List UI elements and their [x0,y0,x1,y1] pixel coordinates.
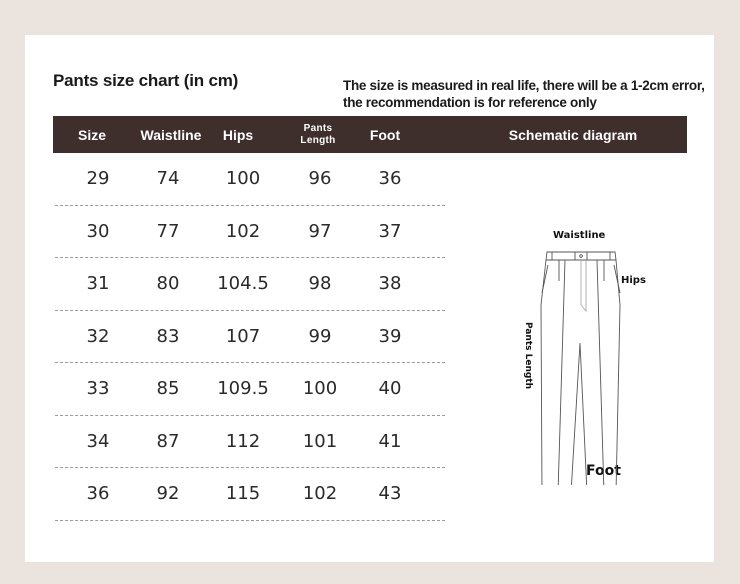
table-row [55,363,445,416]
cell-pants-length: 100 [302,378,338,400]
cell-waistline: 85 [156,378,180,400]
cell-waistline: 74 [156,168,180,190]
pants-length-label: Pants Length [523,322,533,390]
cell-size: 31 [86,273,110,295]
cell-size: 30 [86,220,110,242]
cell-pants-length: 102 [302,483,338,505]
cell-waistline: 92 [156,483,180,505]
waistline-label: Waistline [553,230,606,241]
hips-label: Hips [621,275,646,286]
cell-pants-length: 99 [308,325,332,347]
table-row [55,416,445,469]
cell-waistline: 80 [156,273,180,295]
table-row [55,311,445,364]
cell-foot: 43 [378,483,402,505]
header-waistline: Waistline [140,126,202,143]
cell-hips: 102 [225,220,261,242]
cell-waistline: 83 [156,325,180,347]
cell-pants-length: 98 [308,273,332,295]
header-foot: Foot [369,126,401,143]
cell-pants-length: 97 [308,220,332,242]
header-hips: Hips [222,126,254,143]
table-row [55,206,445,259]
size-chart-card [25,35,714,562]
cell-size: 33 [86,378,110,400]
cell-hips: 100 [225,168,261,190]
foot-label: Foot [586,463,621,479]
cell-hips: 115 [225,483,261,505]
header-schematic-diagram: Schematic diagram [508,126,638,143]
cell-hips: 107 [225,325,261,347]
cell-waistline: 87 [156,430,180,452]
cell-hips: 104.5 [217,273,269,295]
cell-size: 29 [86,168,110,190]
cell-pants-length: 101 [302,430,338,452]
cell-size: 34 [86,430,110,452]
cell-size: 36 [86,483,110,505]
header-size: Size [77,126,106,143]
cell-hips: 109.5 [217,378,269,400]
cell-foot: 38 [378,273,402,295]
table-row [55,258,445,311]
header-pants-length: Pants Length [300,122,336,146]
table-row [55,468,445,521]
cell-foot: 39 [378,325,402,347]
table-header [53,116,687,153]
cell-waistline: 77 [156,220,180,242]
table-row [55,153,445,206]
cell-size: 32 [86,325,110,347]
measurement-note: The size is measured in real life, there will be a 1-2cm error, the recommendation is for reference only [343,78,705,110]
cell-pants-length: 96 [308,168,332,190]
cell-foot: 36 [378,168,402,190]
size-table-body [55,153,445,521]
pants-schematic-diagram [520,225,660,485]
cell-hips: 112 [225,430,261,452]
cell-foot: 37 [378,220,402,242]
pants-outline-icon [520,225,660,485]
cell-foot: 40 [378,378,402,400]
cell-foot: 41 [378,430,402,452]
chart-title: Pants size chart (in cm) [53,71,239,90]
